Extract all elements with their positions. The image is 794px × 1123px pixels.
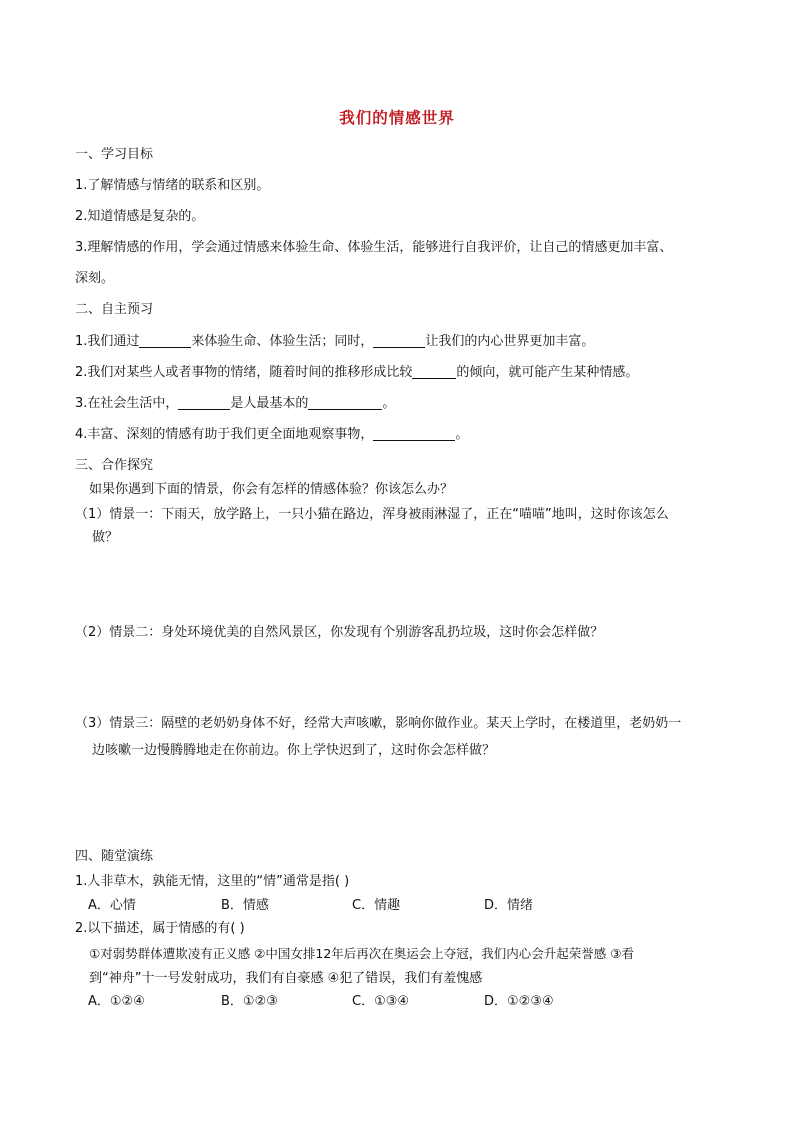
goal-item: 2.知道情感是复杂的。	[75, 209, 205, 224]
answer-blank[interactable]	[373, 426, 455, 441]
preview-question-4: 4.丰富、深刻的情感有助于我们更全面地观察事物， 。	[75, 427, 469, 442]
option-b[interactable]: B．情感	[221, 898, 269, 913]
preview-question-3: 3.在社会生活中， 是人最基本的 。	[75, 396, 396, 411]
option-a[interactable]: A．心情	[88, 898, 136, 913]
page-title: 我们的情感世界	[339, 109, 455, 127]
option-c[interactable]: C．情趣	[352, 898, 401, 913]
goal-item: 1.了解情感与情绪的联系和区别。	[75, 178, 270, 193]
practice-question-2-line-1: ①对弱势群体遭欺凌有正义感 ②中国女排12年后再次在奥运会上夺冠，我们内心会升起荣誉感 ③看	[89, 946, 634, 961]
answer-blank[interactable]	[139, 333, 191, 348]
practice-question-2-line-2: 到“神舟”十一号发射成功，我们有自豪感 ④犯了错误，我们有羞愧感	[89, 971, 483, 986]
option-a[interactable]: A．①②④	[88, 994, 145, 1009]
answer-blank[interactable]	[412, 364, 456, 379]
option-b[interactable]: B．①②③	[221, 994, 278, 1009]
goal-item: 深刻。	[75, 271, 115, 286]
section-heading-goals: 一、学习目标	[75, 147, 154, 162]
scenario-3-line-2: 边咳嗽一边慢腾腾地走在你前边。你上学快迟到了，这时你会怎样做？	[92, 743, 496, 758]
answer-blank[interactable]	[178, 395, 230, 410]
scenario-2: （2）情景二：身处环境优美的自然风景区，你发现有个别游客乱扔垃圾，这时你会怎样做？	[75, 625, 604, 640]
scenario-3-line-1: （3）情景三：隔壁的老奶奶身体不好，经常大声咳嗽，影响你做作业。某天上学时，在楼道里，老奶奶一	[75, 716, 682, 731]
option-c[interactable]: C．①③④	[352, 994, 410, 1009]
practice-question-2-stem: 2.以下描述，属于情感的有( )	[75, 921, 245, 936]
scenario-1-line-2: 做？	[92, 530, 119, 545]
preview-question-1: 1.我们通过 来体验生命、体验生活；同时， 让我们的内心世界更加丰富。	[75, 334, 595, 349]
scenario-1-line-1: （1）情景一：下雨天，放学路上，一只小猫在路边，浑身被雨淋湿了，正在“喵喵”地叫，这时你该怎么	[75, 507, 669, 522]
goal-item: 3.理解情感的作用，学会通过情感来体验生命、体验生活，能够进行自我评价，让自己的情感更加丰富、	[75, 240, 673, 255]
option-d[interactable]: D．①②③④	[484, 994, 554, 1009]
option-d[interactable]: D．情绪	[484, 898, 534, 913]
answer-blank[interactable]	[308, 395, 382, 410]
practice-question-1-stem: 1.人非草木，孰能无情，这里的“情”通常是指( )	[75, 874, 350, 889]
preview-question-2: 2.我们对某些人或者事物的情绪，随着时间的推移形成比较 的倾向，就可能产生某种情感。	[75, 365, 639, 380]
explore-intro: 如果你遇到下面的情景，你会有怎样的情感体验？你该怎么办？	[89, 482, 454, 497]
section-heading-preview: 二、自主预习	[75, 302, 154, 317]
answer-blank[interactable]	[373, 333, 425, 348]
section-heading-explore: 三、合作探究	[75, 458, 154, 473]
section-heading-practice: 四、随堂演练	[75, 849, 154, 864]
